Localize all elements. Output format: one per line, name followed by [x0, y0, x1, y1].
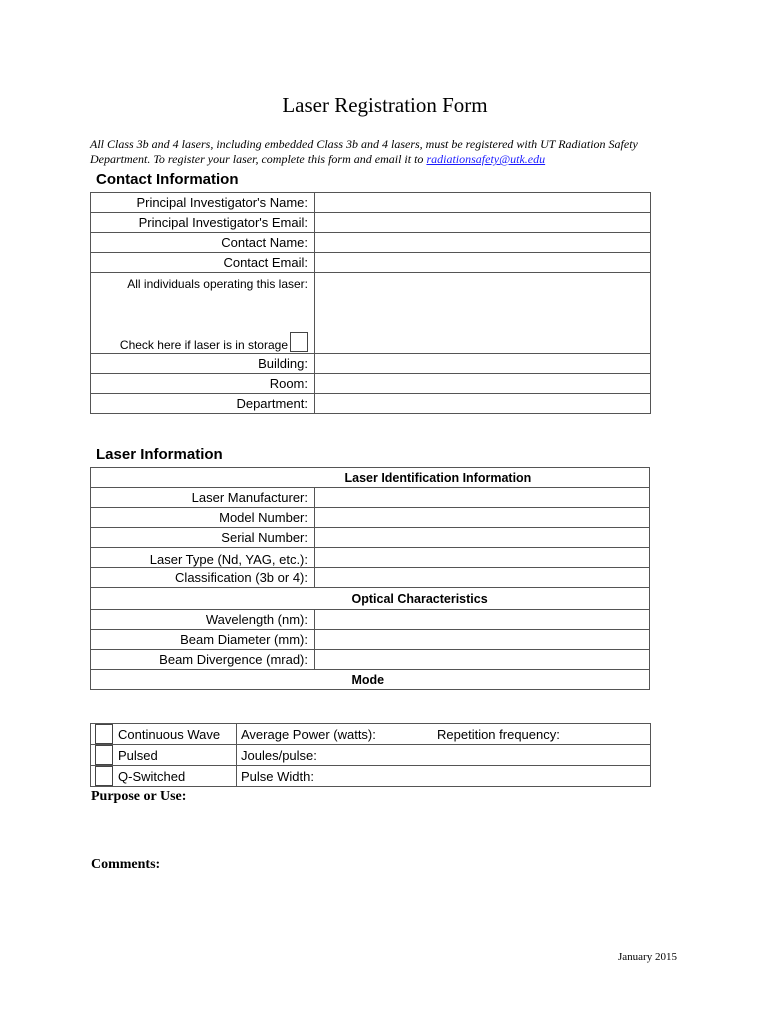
mode-pulsed-cell [91, 745, 237, 766]
contact-email-field[interactable] [315, 253, 651, 273]
purpose-label: Purpose or Use: [91, 789, 187, 804]
continuous-label: Continuous Wave [118, 726, 221, 742]
pulsed-checkbox[interactable] [95, 745, 113, 765]
storage-row [120, 332, 308, 352]
mode-spacer [91, 670, 315, 690]
beam-divergence-field[interactable] [315, 650, 650, 670]
department-field[interactable] [315, 394, 651, 414]
avg-power-label: Average Power (watts): [241, 726, 376, 742]
mode-qswitched-cell [91, 766, 237, 787]
pi-email-label: Principal Investigator's Email: [91, 213, 315, 233]
pulsed-label: Pulsed [118, 747, 158, 763]
pi-email-field[interactable] [315, 213, 651, 233]
contact-email-label: Contact Email: [91, 253, 315, 273]
wavelength-label: Wavelength (nm): [91, 610, 315, 630]
pi-name-label: Principal Investigator's Name: [91, 193, 315, 213]
building-field[interactable] [315, 354, 651, 374]
mode-header: Mode [315, 670, 650, 690]
manufacturer-field[interactable] [315, 488, 650, 508]
comments-label: Comments: [91, 857, 161, 872]
rep-freq-label: Repetition frequency: [437, 726, 560, 742]
beam-divergence-label: Beam Divergence (mrad): [91, 650, 315, 670]
contact-table [90, 192, 651, 414]
beam-diameter-field[interactable] [315, 630, 650, 650]
intro-text [90, 137, 690, 167]
beam-diameter-label: Beam Diameter (mm): [91, 630, 315, 650]
joules-cell[interactable] [237, 745, 651, 766]
wavelength-field[interactable] [315, 610, 650, 630]
intro-body: All Class 3b and 4 lasers, including embedded Class 3b and 4 lasers, must be registered with UT Radiation Safety Department. To register your laser, complete this form and email it to [90, 137, 638, 166]
classification-label: Classification (3b or 4): [91, 568, 315, 588]
email-link[interactable]: radiationsafety@utk.edu [426, 152, 546, 166]
operators-label: All individuals operating this laser: [127, 277, 308, 291]
qswitched-label: Q-Switched [118, 768, 186, 784]
manufacturer-label: Laser Manufacturer: [91, 488, 315, 508]
laser-id-header: Laser Identification Information [315, 468, 650, 488]
serial-field[interactable] [315, 528, 650, 548]
page-title: Laser Registration Form [282, 93, 488, 117]
operators-field[interactable] [315, 273, 651, 354]
building-label: Building: [91, 354, 315, 374]
contact-heading: Contact Information [96, 171, 239, 188]
laser-type-label: Laser Type (Nd, YAG, etc.): [91, 548, 315, 568]
model-label: Model Number: [91, 508, 315, 528]
room-label: Room: [91, 374, 315, 394]
serial-label: Serial Number: [91, 528, 315, 548]
laser-type-field[interactable] [315, 548, 650, 568]
model-field[interactable] [315, 508, 650, 528]
contact-name-field[interactable] [315, 233, 651, 253]
optical-spacer [91, 588, 315, 610]
avg-power-cell[interactable] [237, 724, 651, 745]
room-field[interactable] [315, 374, 651, 394]
joules-label: Joules/pulse: [241, 747, 317, 763]
classification-field[interactable] [315, 568, 650, 588]
laser-id-spacer [91, 468, 315, 488]
pulse-width-cell[interactable] [237, 766, 651, 787]
continuous-checkbox[interactable] [95, 724, 113, 744]
laser-heading: Laser Information [96, 446, 223, 463]
contact-name-label: Contact Name: [91, 233, 315, 253]
mode-table [90, 723, 651, 787]
laser-id-table [90, 467, 650, 690]
optical-header: Optical Characteristics [315, 588, 650, 610]
storage-checkbox[interactable] [290, 332, 308, 352]
mode-continuous-cell [91, 724, 237, 745]
qswitched-checkbox[interactable] [95, 766, 113, 786]
pulse-width-label: Pulse Width: [241, 768, 314, 784]
operators-label-cell [91, 273, 315, 354]
footer-date: January 2015 [618, 951, 677, 963]
department-label: Department: [91, 394, 315, 414]
pi-name-field[interactable] [315, 193, 651, 213]
storage-label: Check here if laser is in storage [119, 338, 288, 352]
